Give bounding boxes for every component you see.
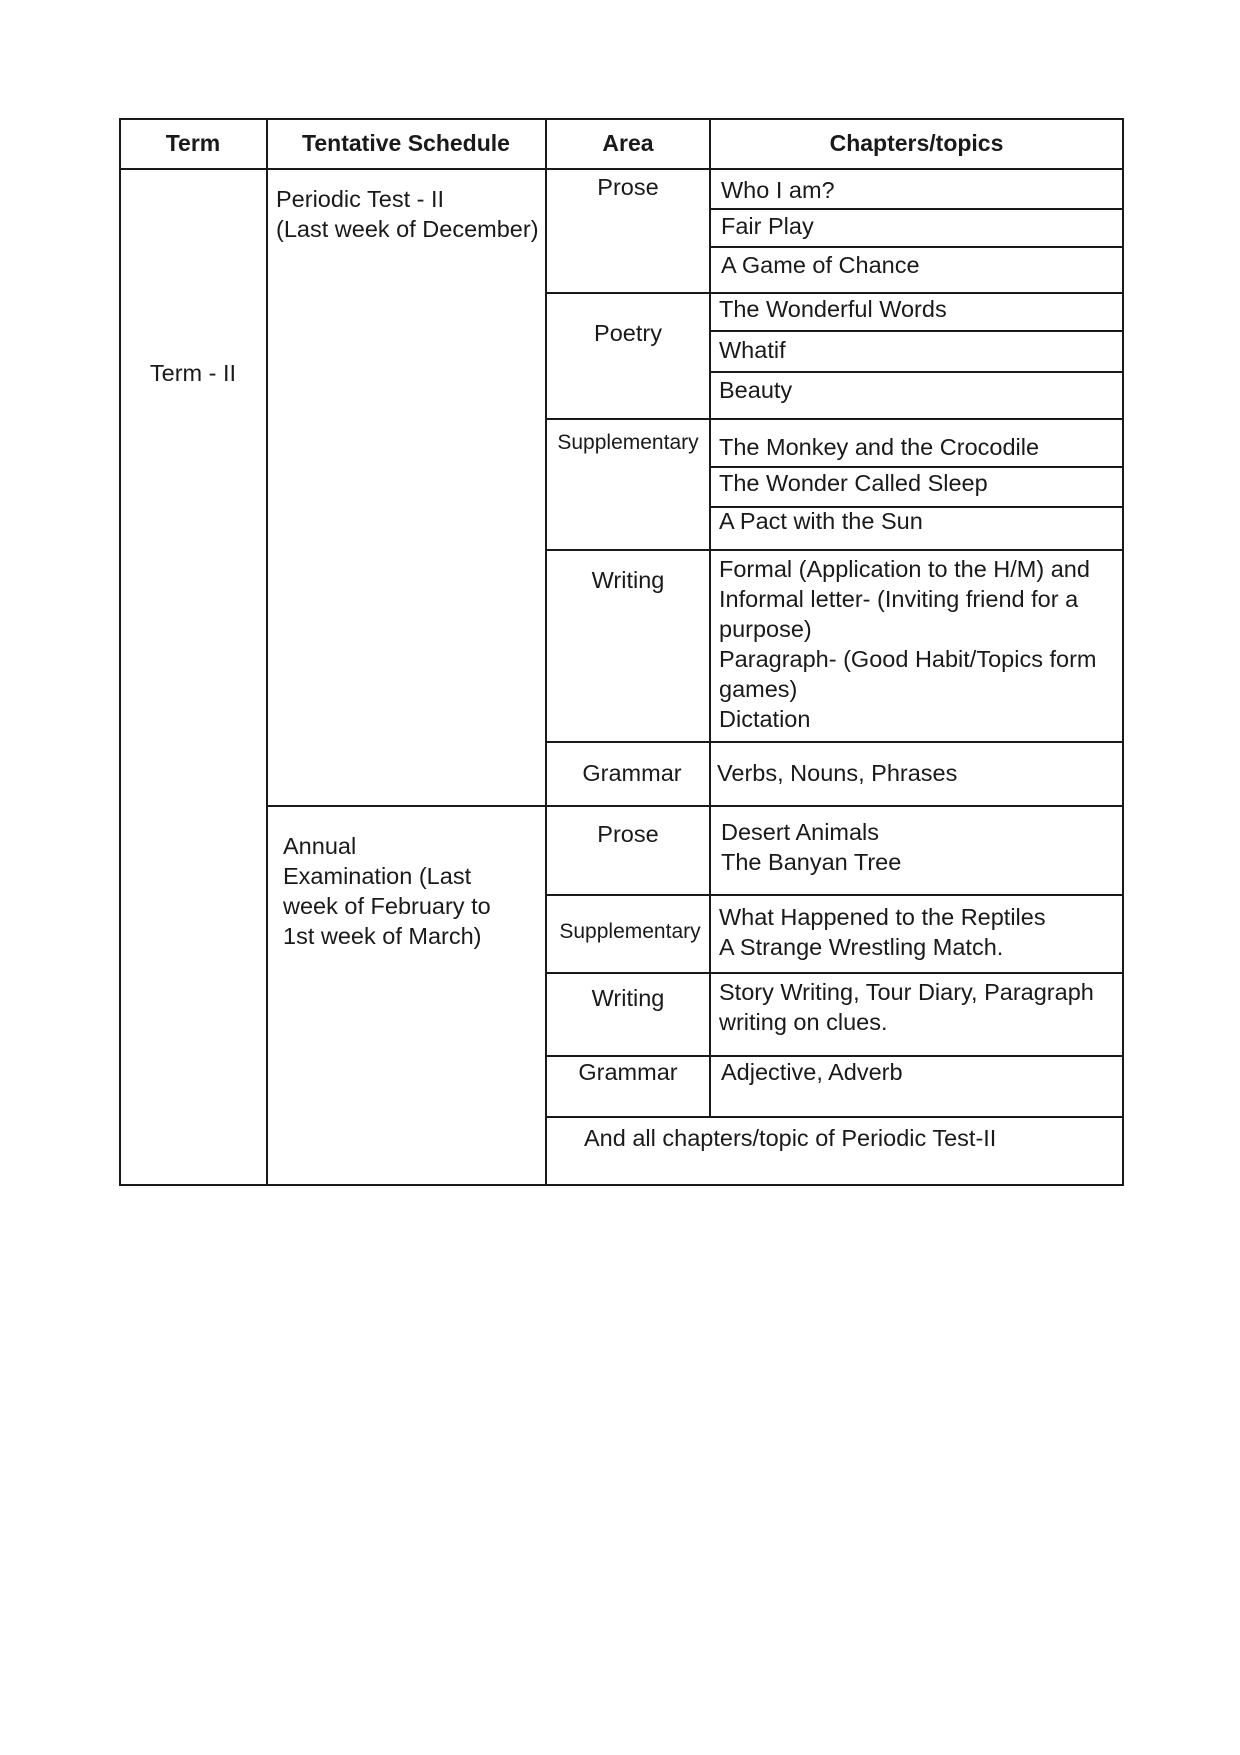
area-divider-writing [545,741,1124,743]
area-supplementary: Supplementary [557,431,699,454]
syllabus-table [119,118,1124,1187]
topic-item: Fair Play [721,213,814,239]
writing-line: Formal (Application to the H/M) and [719,556,1090,582]
table-border-right [1122,118,1124,1186]
area-column-divider [709,118,711,1118]
area-divider-annual-prose [545,894,1124,896]
area-writing: Writing [591,567,665,593]
writing-line: Informal letter- (Inviting friend for a [719,586,1079,612]
table-border-left [119,118,121,1186]
writing-line: Dictation [719,706,811,732]
topic-item: What Happened to the Reptiles [719,904,1046,930]
topic-item: Whatif [719,337,786,363]
schedule-column-divider [545,118,547,1186]
footer-note: And all chapters/topic of Periodic Test-II [584,1125,997,1151]
schedule-annual-line: week of February to [283,893,491,919]
topic-item: The Monkey and the Crocodile [719,434,1040,460]
header-schedule: Tentative Schedule [302,130,510,156]
topic-item: A Pact with the Sun [719,508,923,534]
topic-item: A Game of Chance [721,252,920,278]
area-prose: Prose [597,174,659,200]
schedule-row-divider [266,805,1124,807]
schedule-annual-line: Annual [283,833,357,859]
area-poetry: Poetry [594,320,662,346]
header-divider [119,168,1124,170]
topic-divider [709,246,1124,248]
header-area: Area [602,130,654,156]
area-annual-writing: Writing [591,985,665,1011]
topic-item: Story Writing, Tour Diary, Paragraph [719,979,1094,1005]
area-divider-supplementary [545,549,1124,551]
area-divider-annual-supplementary [545,972,1124,974]
topic-item: Adjective, Adverb [721,1059,903,1085]
area-annual-prose: Prose [597,821,659,847]
schedule-annual-line: 1st week of March) [283,923,482,949]
term-label: Term - II [149,360,237,386]
schedule-periodic-test-date: (Last week of December) [276,216,539,242]
area-grammar: Grammar [582,760,682,786]
writing-line: Paragraph- (Good Habit/Topics form [719,646,1097,672]
area-divider-poetry [545,418,1124,420]
topic-item: Who I am? [721,177,835,203]
table-border-bottom [119,1184,1124,1186]
writing-line: purpose) [719,616,812,642]
topic-item: The Banyan Tree [721,849,902,875]
topic-item: The Wonderful Words [719,296,947,322]
header-term: Term [165,130,221,156]
writing-line: games) [719,676,798,702]
topic-item: Desert Animals [721,819,880,845]
topic-item: writing on clues. [719,1009,888,1035]
topic-item: The Wonder Called Sleep [719,470,988,496]
topic-divider [709,371,1124,373]
topic-divider [709,208,1124,210]
topic-item: Beauty [719,377,793,403]
header-chapters: Chapters/topics [829,130,1004,156]
area-annual-supplementary: Supplementary [559,920,701,943]
topic-divider [709,330,1124,332]
area-annual-grammar: Grammar [578,1059,678,1085]
topic-item: Verbs, Nouns, Phrases [717,760,958,786]
schedule-periodic-test-title: Periodic Test - II [276,186,445,212]
schedule-annual-line: Examination (Last [283,863,472,889]
topic-item: A Strange Wrestling Match. [719,934,1004,960]
area-divider-annual-grammar [545,1116,1124,1118]
term-column-divider [266,118,268,1186]
